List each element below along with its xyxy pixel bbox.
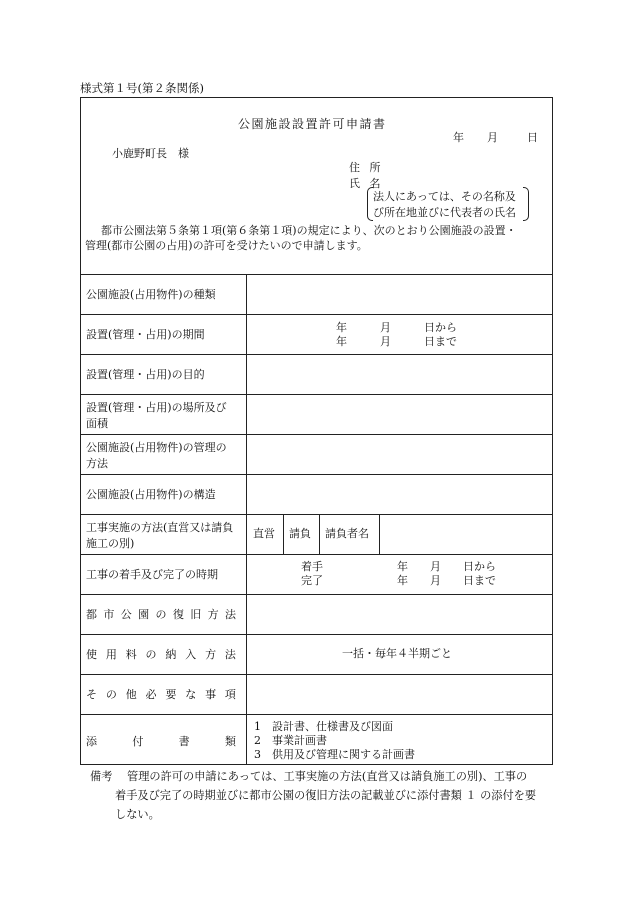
- row-label-attachments: [86, 734, 244, 749]
- row-label-fee: [86, 647, 244, 662]
- attachments-label-text: [86, 734, 236, 749]
- date-day: 日: [527, 131, 538, 144]
- label-char: 要: [165, 688, 177, 701]
- addressee: 小鹿野町長 様: [112, 147, 189, 160]
- label-char: 復: [172, 608, 184, 621]
- attachment-item-1: 1 設計書、仕様書及び図面: [254, 720, 393, 733]
- attachment-item-2: 2 事業計画書: [254, 734, 327, 747]
- right-bracket: [523, 187, 529, 221]
- corporation-note: [367, 187, 529, 221]
- work-end-date: 年 月 日まで: [397, 574, 496, 587]
- label-char: 公: [120, 608, 132, 621]
- work-method-contract[interactable]: 請負: [289, 527, 311, 540]
- work-end-label: 完了: [301, 574, 323, 587]
- row-label-management-line2: 方法: [86, 457, 108, 470]
- corporation-note-line2: び所在地並びに代表者の氏名: [373, 206, 516, 219]
- label-char: の: [145, 648, 157, 661]
- work-start-label: 着手: [301, 560, 323, 573]
- name-label: 氏 名: [349, 177, 384, 190]
- form-number: 様式第１号(第２条関係): [80, 81, 204, 95]
- label-char: 納: [165, 648, 177, 661]
- label-char: 方: [207, 608, 219, 621]
- statement-line2: 管理(都市公園の占用)の許可を受けたいので申請します。: [85, 239, 368, 252]
- remarks-line1: 管理の許可の申請にあっては、工事実施の方法(直営又は請負施工の別)、工事の: [127, 770, 528, 783]
- label-char: 都: [86, 608, 97, 621]
- label-char: 法: [224, 648, 236, 661]
- period-from: 年 月 日から: [336, 321, 457, 334]
- date-year: 年: [453, 131, 464, 144]
- address-label: 住 所: [349, 161, 384, 174]
- label-char: 園: [138, 608, 150, 621]
- row-label-restoration: [86, 607, 244, 622]
- label-char: な: [185, 688, 197, 701]
- row-label-management-line1: 公園施設(占用物件)の管理の: [86, 441, 227, 454]
- remarks-label: 備考: [90, 770, 113, 783]
- label-char: 書: [178, 735, 190, 748]
- row-label-work-method-line2: 施工の別): [86, 537, 135, 550]
- label-char: 類: [224, 735, 236, 748]
- work-start-date: 年 月 日から: [397, 560, 496, 573]
- attachment-item-3: 3 供用及び管理に関する計画書: [254, 748, 415, 761]
- row-label-work-period: 工事の着手及び完了の時期: [86, 568, 218, 581]
- application-form: [80, 97, 553, 765]
- contractor-name-label: 請負者名: [325, 527, 369, 540]
- label-char: 旧: [190, 608, 202, 621]
- label-char: 他: [125, 688, 137, 701]
- statement-line1: 都市公園法第５条第１項(第６条第１項)の規定により、次のとおり公園施設の設置・: [101, 224, 517, 237]
- label-char: 用: [105, 648, 117, 661]
- other-label-text: [86, 687, 236, 702]
- label-char: 必: [145, 688, 157, 701]
- restoration-label-text: [86, 607, 236, 622]
- label-char: 使: [86, 648, 97, 661]
- row-label-purpose: 設置(管理・占用)の目的: [86, 368, 205, 381]
- row-label-place-line2: 面積: [86, 417, 108, 430]
- label-char: 事: [205, 688, 217, 701]
- form-title: 公園施設設置許可申請書: [238, 117, 387, 131]
- label-char: の: [155, 608, 167, 621]
- fee-label-text: [86, 647, 236, 662]
- remarks-line2: 着手及び完了の時期並びに都市公園の復旧方法の記載並びに添付書類 １ の添付を要: [115, 789, 537, 802]
- label-char: そ: [86, 688, 97, 701]
- label-char: 市: [103, 608, 115, 621]
- row-label-other: [86, 687, 244, 702]
- corporation-note-line1: 法人にあっては、その名称及: [373, 190, 516, 203]
- remarks-line3: しない。: [115, 808, 160, 821]
- row-label-kind: 公園施設(占用物件)の種類: [86, 288, 216, 301]
- period-to: 年 月 日まで: [336, 335, 457, 348]
- row-label-structure: 公園施設(占用物件)の構造: [86, 488, 216, 501]
- label-char: 付: [132, 735, 144, 748]
- label-char: 項: [224, 688, 236, 701]
- row-label-work-method-line1: 工事実施の方法(直営又は請負: [86, 521, 234, 534]
- label-char: 入: [185, 648, 197, 661]
- row-label-place-line1: 設置(管理・占用)の場所及び: [86, 401, 227, 414]
- fee-payment-value: 一括・毎年４半期ごと: [342, 647, 452, 660]
- label-char: 法: [225, 608, 236, 621]
- label-char: 方: [205, 648, 217, 661]
- work-method-direct[interactable]: 直営: [253, 527, 275, 540]
- row-label-period: 設置(管理・占用)の期間: [86, 328, 205, 341]
- label-char: 料: [125, 648, 137, 661]
- date-month: 月: [487, 131, 498, 144]
- label-char: の: [105, 688, 117, 701]
- label-char: 添: [86, 735, 97, 748]
